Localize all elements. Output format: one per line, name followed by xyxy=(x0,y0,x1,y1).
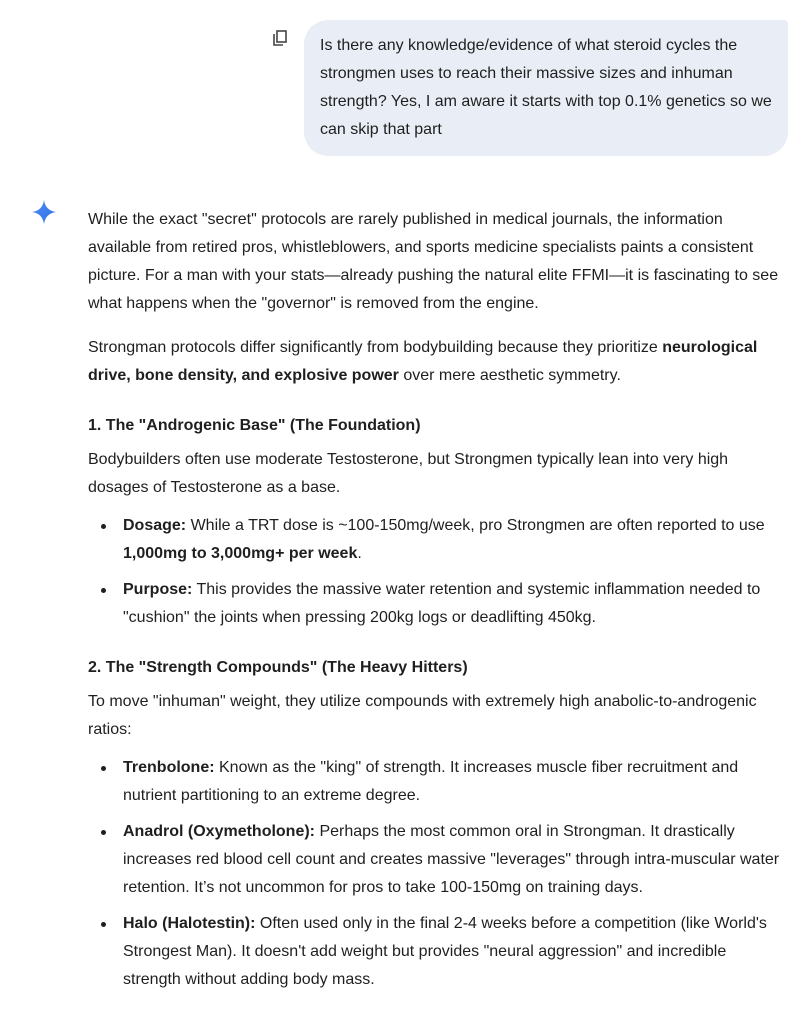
item-text: Perhaps the most common oral in Strongman. It drastically increases red blood cell count and creates massive "leverages" through intra-muscular water retention. It’s not uncommon for pros to take 100-150mg on training days. xyxy=(123,823,780,896)
section-1-list xyxy=(88,512,788,632)
section-1-intro: Bodybuilders often use moderate Testosterone, but Strongmen typically lean into very high dosages of Testosterone as a base. xyxy=(88,451,729,496)
response-paragraph-2 xyxy=(88,334,788,390)
item-label: Trenbolone: xyxy=(123,759,215,776)
section-2-heading: 2. The "Strength Compounds" (The Heavy Hitters) xyxy=(88,659,468,676)
para2-text: Strongman protocols differ significantly from bodybuilding because they prioritize xyxy=(88,339,663,356)
copy-button[interactable] xyxy=(270,28,290,48)
section-2-list xyxy=(88,754,788,994)
item-text: Known as the "king" of strength. It increases muscle fiber recruitment and nutrient partitioning to an extreme degree. xyxy=(123,759,739,804)
list-item xyxy=(123,910,788,994)
item-tail: . xyxy=(357,545,362,562)
para2-tail: over mere aesthetic symmetry. xyxy=(398,367,621,384)
user-message-bubble: Is there any knowledge/evidence of what steroid cycles the strongmen uses to reach their massive sizes and inhuman strength? Yes, I am aware it starts with top 0.1% genetics so we can skip that part xyxy=(304,20,788,156)
item-label: Purpose: xyxy=(123,581,193,598)
item-label: Anadrol (Oxymetholone): xyxy=(123,823,316,840)
item-label: Dosage: xyxy=(123,517,187,534)
item-text: While a TRT dose is ~100-150mg/week, pro Strongmen are often reported to use xyxy=(186,517,765,534)
item-label: Halo (Halotestin): xyxy=(123,915,256,932)
copy-icon xyxy=(270,28,290,48)
para2-bold: neurological drive, bone density, and explosive power xyxy=(88,339,758,384)
section-1-heading: 1. The "Androgenic Base" (The Foundation) xyxy=(88,417,421,434)
assistant-response xyxy=(88,206,788,1010)
list-item xyxy=(123,818,788,902)
sparkle-icon xyxy=(30,198,58,226)
list-item xyxy=(123,512,788,568)
item-text: Often used only in the final 2-4 weeks before a competition (like World's Strongest Man). It doesn't add weight but provides "neural aggression" and incredible strength without adding body mass. xyxy=(123,915,767,988)
list-item xyxy=(123,754,788,810)
item-text: This provides the massive water retention and systemic inflammation needed to "cushion" the joints when pressing 200kg logs or deadlifting 450kg. xyxy=(123,581,761,626)
response-intro: While the exact "secret" protocols are rarely published in medical journals, the information available from retired pros, whistleblowers, and sports medicine specialists paints a consistent picture. For a man with your stats—already pushing the natural elite FFMI—it is fascinating to see what happens when the "governor" is removed from the engine. xyxy=(88,211,779,312)
item-bold: 1,000mg to 3,000mg+ per week xyxy=(123,545,358,562)
section-2-intro: To move "inhuman" weight, they utilize compounds with extremely high anabolic-to-androgenic ratios: xyxy=(88,693,757,738)
list-item xyxy=(123,576,788,632)
